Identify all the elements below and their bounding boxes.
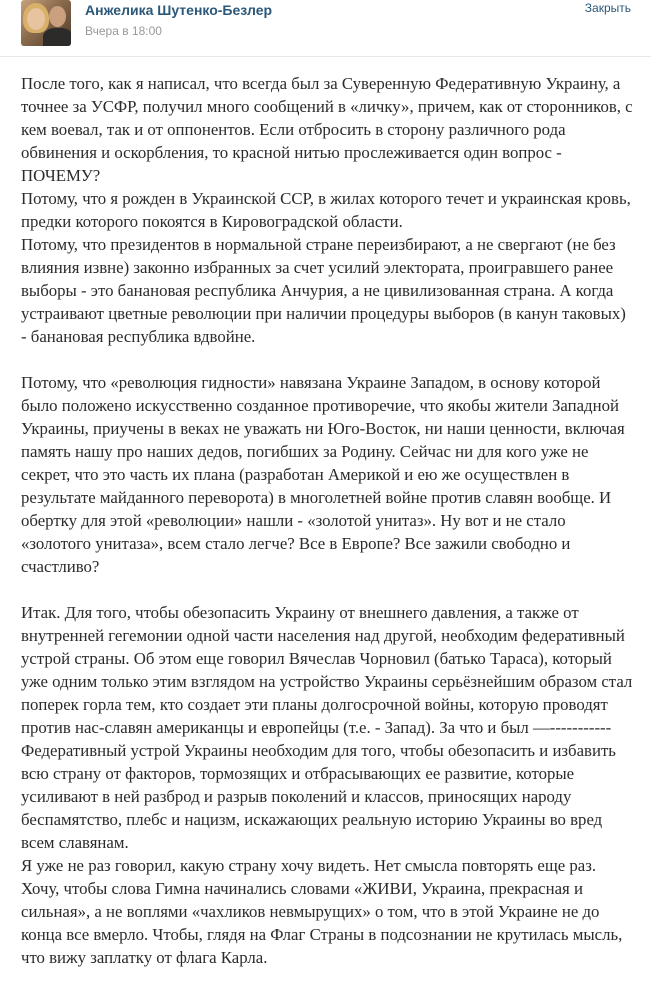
post-paragraph: После того, как я написал, что всегда был за Суверенную Федеративную Украину, а точнее за УСФР, получил много сообщений в «личку», причем, как от сторонников, с кем воевал, так и от оппонентов. Если отбросить в сторону различного рода обвинения и оскорбления, то красной нитью прослеживается один вопрос - ПОЧЕМУ? (21, 74, 633, 185)
post-text (21, 72, 633, 969)
user-photo-avatar[interactable] (21, 0, 71, 46)
post-paragraph: Потому, что я рожден в Украинской ССР, в жилах которого течет и украинская кровь, предки которого покоятся в Кировоградской области. (21, 189, 631, 231)
post-paragraph: Итак. Для того, чтобы обезопасить Украину от внешнего давления, а также от внутренней гегемонии одной части населения над другой, необходим федеративный устрой страны. Об этом еще говорил Вячеслав Чорновил (батько Тараса), который уже одним только этим взглядом на устройство Украины серьёзнейшим образом стал поперек горла тем, кто создает эти планы долгосрочной войны, которую проводят против нас-славян американцы и европейцы (т.е. - Запад). За что и был —----------- (21, 603, 633, 737)
post-paragraph: Потому, что президентов в нормальной стране переизбирают, а не свергают (не без влияния извне) законно избранных за счет усилий электората, проигравшего ранее выборы - это банановая республика Анчурия, а не цивилизованная страна. А когда устраивают цветные революции при наличии процедуры выборов (в канун таковых) - банановая республика вдвойне. (21, 235, 626, 346)
post-paragraph: Федеративный устрой Украины необходим для того, чтобы обезопасить и избавить всю страну от факторов, тормозящих и отбрасывающих ее развитие, которые усиливают в ней разброд и разрыв поколений и классов, приносящих народу беспамятство, плебс и нацизм, искажающих реальную историю Украины во вред всем славянам. (21, 741, 616, 852)
paragraph-gap (21, 348, 633, 371)
close-button[interactable]: Закрыть (584, 1, 631, 15)
avatar-face-shape (27, 8, 45, 30)
post-timestamp[interactable]: Вчера в 18:00 (85, 24, 162, 38)
post-paragraph: Я уже не раз говорил, какую страну хочу видеть. Нет смысла повторять еще раз. Хочу, чтобы слова Гимна начинались словами «ЖИВИ, Украина, прекрасная и сильная», а не воплями «чахликов невмырущих» о том, что в этой Украине не до конца все вмерло. Чтобы, глядя на Флаг Страны в подсознании не крутилась мысль, что вижу заплатку от флага Карла. (21, 856, 623, 967)
avatar-body-shape (43, 28, 71, 46)
avatar-face-shape-2 (49, 6, 66, 27)
author-name-link[interactable]: Анжелика Шутенко-Безлер (85, 2, 273, 18)
post-header (0, 0, 651, 56)
post-paragraph: Потому, что «революция гидности» навязана Украине Западом, в основу которой было положено искусственно созданное противоречие, что якобы жители Западной Украины, приучены в веках не уважать ни Юго-Восток, ни наши ценности, включая память нашу про наших дедов, погибших за Родину. Сейчас ни для кого уже не секрет, что это часть их плана (разработан Америкой и ею же осуществлен в результате майданного переворота) в многолетней войне против славян вообще. И обертку для этой «революции» нашли - «золотой унитаз». Ну вот и не стало «золотого унитаза», всем стало легче? Все в Европе? Все зажили свободно и счастливо? (21, 373, 625, 576)
paragraph-gap (21, 578, 633, 601)
header-divider (0, 56, 651, 57)
